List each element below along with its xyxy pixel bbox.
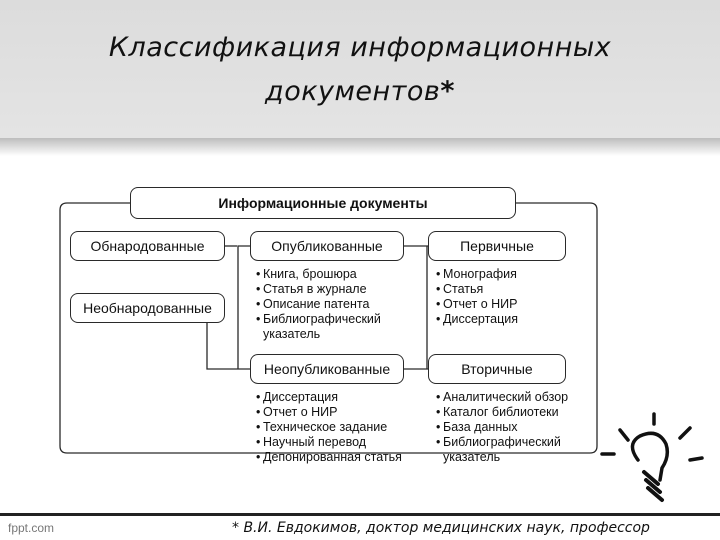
list-item: • Книга, брошюра xyxy=(256,267,357,281)
box-made-public: Обнародованные xyxy=(70,231,225,261)
list-item: • Библиографический xyxy=(256,312,381,326)
list-item: • База данных xyxy=(436,420,518,434)
title-asterisk: * xyxy=(440,76,455,107)
main-box: Информационные документы xyxy=(130,187,516,219)
header-shadow xyxy=(0,138,720,156)
list-item: • Библиографический xyxy=(436,435,561,449)
published-list xyxy=(256,267,381,342)
slide-title-line2 xyxy=(0,76,720,107)
slide-title-line1: Классификация информационных xyxy=(108,32,612,63)
list-item: • Отчет о НИР xyxy=(436,297,518,311)
secondary-list xyxy=(436,390,568,465)
diagram-panel xyxy=(42,173,600,487)
list-item: указатель xyxy=(263,327,321,341)
list-item: • Диссертация xyxy=(436,312,519,326)
box-published: Опубликованные xyxy=(250,231,404,261)
list-item: • Статья в журнале xyxy=(256,282,367,296)
lightbulb-icon xyxy=(600,410,712,510)
list-item: • Аналитический обзор xyxy=(436,390,569,404)
link-published-column xyxy=(238,246,250,369)
site-watermark: fppt.com xyxy=(8,521,55,535)
box-not-made-public: Необнародованные xyxy=(70,293,225,323)
source-citation: * В.И. Евдокимов, доктор медицинских наук, профессор xyxy=(232,520,650,536)
list-item: • Диссертация xyxy=(256,390,339,404)
header-band xyxy=(0,0,720,138)
box-unpublished: Неопубликованные xyxy=(250,354,404,384)
list-item: • Техническое задание xyxy=(256,420,388,434)
box-secondary: Вторичные xyxy=(428,354,566,384)
list-item: • Статья xyxy=(436,282,484,296)
unpublished-list xyxy=(256,390,402,465)
primary-list xyxy=(436,267,518,327)
list-item: • Отчет о НИР xyxy=(256,405,338,419)
slide-title-line2-text: документов xyxy=(265,76,441,107)
box-primary: Первичные xyxy=(428,231,566,261)
list-item: • Депонированная статья xyxy=(256,450,402,464)
list-item: • Научный перевод xyxy=(256,435,367,449)
list-item: указатель xyxy=(443,450,501,464)
list-item: • Монография xyxy=(436,267,517,281)
list-item: • Описание патента xyxy=(256,297,370,311)
list-item: • Каталог библиотеки xyxy=(436,405,559,419)
